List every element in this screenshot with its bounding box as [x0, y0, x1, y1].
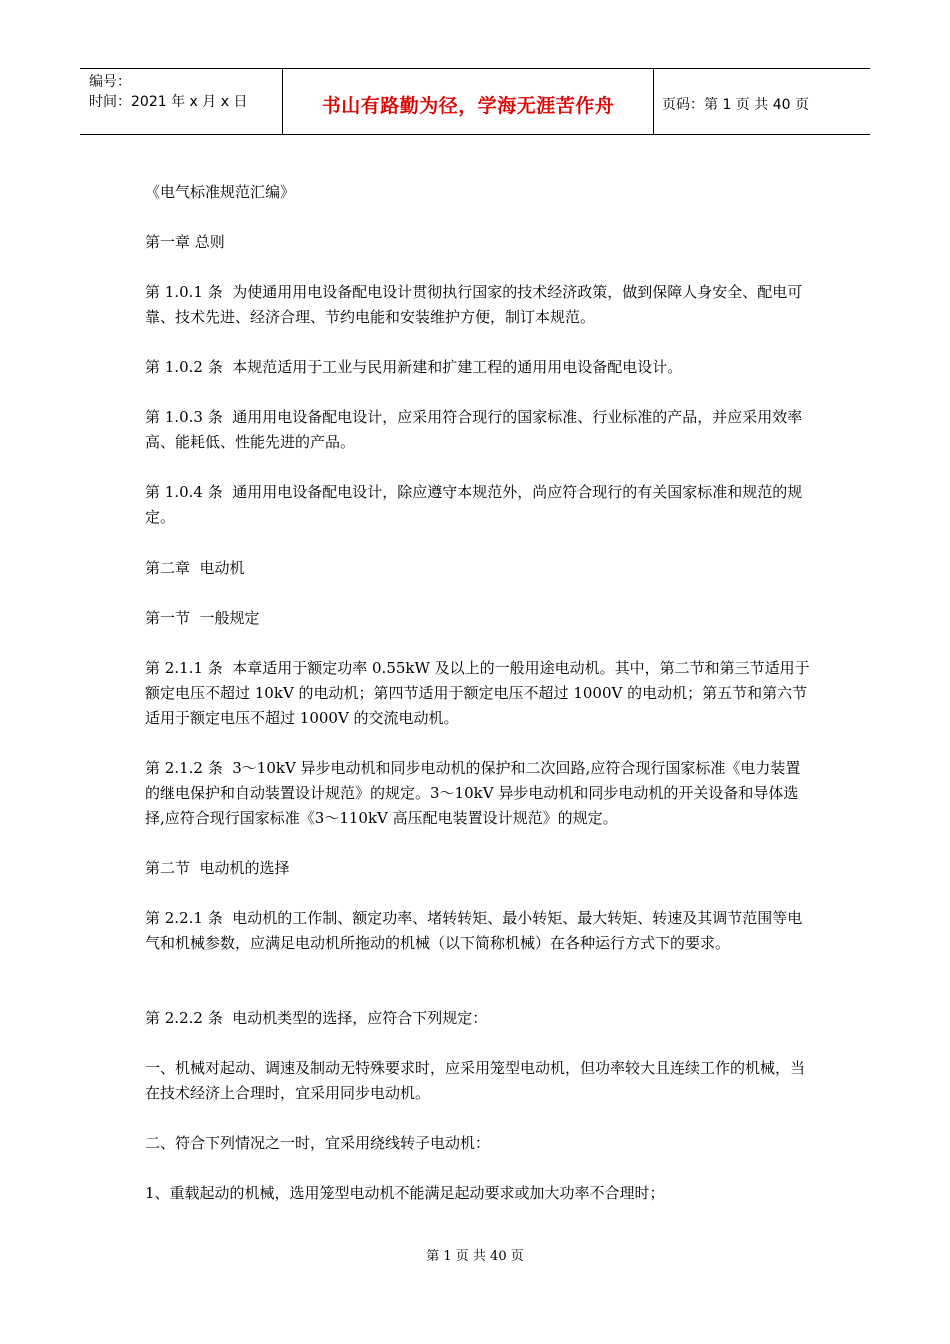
chapter-heading: 第一章 总则 — [145, 233, 225, 251]
page-header — [80, 68, 870, 135]
clause-paragraph: 第 2.1.1 条 本章适用于额定功率 0.55kW 及以上的一般用途电动机。其中，第二节和第三节适用于额定电压不超过 10kV 的电动机；第四节适用于额定电压不超过 1000V 的电动机；第五节和第六节适用于额定电压不超过 1000V 的交流电动机。 — [145, 659, 810, 727]
chapter-heading: 第二章 电动机 — [145, 559, 245, 577]
footer-page-number: 第 1 页 共 40 页 — [426, 1249, 524, 1264]
header-motto-cell — [282, 69, 654, 134]
header-meta — [80, 69, 282, 134]
header-page-info: 页码：第 1 页 共 40 页 — [662, 96, 809, 113]
clause-paragraph: 第 2.1.2 条 3～10kV 异步电动机和同步电动机的保护和二次回路,应符合现行国家标准《电力装置的继电保护和自动装置设计规范》的规定。3～10kV 异步电动机和同步电动机的开关设备和导体选择,应符合现行国家标准《3～110kV 高压配电装置设计规范》的规定。 — [145, 759, 801, 827]
clause-paragraph: 第 1.0.2 条 本规范适用于工业与民用新建和扩建工程的通用用电设备配电设计。 — [145, 358, 683, 376]
page-footer — [0, 1245, 950, 1264]
list-paragraph: 二、符合下列情况之一时，宜采用绕线转子电动机： — [145, 1134, 491, 1152]
clause-paragraph: 第 2.2.2 条 电动机类型的选择，应符合下列规定： — [145, 1009, 488, 1027]
header-page-info-cell — [654, 69, 870, 134]
header-motto: 书山有路勤为径，学海无涯苦作舟 — [321, 95, 615, 117]
clause-paragraph: 第 1.0.4 条 通用用电设备配电设计，除应遵守本规范外，尚应符合现行的有关国家标准和规范的规定。 — [145, 483, 803, 526]
section-heading: 第一节 一般规定 — [145, 609, 260, 627]
document-date: 时间：2021 年 x 月 x 日 — [89, 94, 248, 110]
list-paragraph: 一、机械对起动、调速及制动无特殊要求时，应采用笼型电动机，但功率较大且连续工作的机械，当在技术经济上合理时，宜采用同步电动机。 — [145, 1059, 806, 1102]
clause-paragraph: 第 2.2.1 条 电动机的工作制、额定功率、堵转转矩、最小转矩、最大转矩、转速及其调节范围等电气和机械参数，应满足电动机所拖动的机械（以下简称机械）在各种运行方式下的要求。 — [145, 909, 803, 952]
document-title: 《电气标准规范汇编》 — [145, 183, 296, 201]
list-paragraph: 1、重载起动的机械，选用笼型电动机不能满足起动要求或加大功率不合理时； — [145, 1184, 665, 1202]
document-number-label: 编号： — [89, 74, 131, 90]
clause-paragraph: 第 1.0.1 条 为使通用用电设备配电设计贯彻执行国家的技术经济政策，做到保障人身安全、配电可靠、技术先进、经济合理、节约电能和安装维护方便，制订本规范。 — [145, 283, 803, 326]
clause-paragraph: 第 1.0.3 条 通用用电设备配电设计，应采用符合现行的国家标准、行业标准的产品，并应采用效率高、能耗低、性能先进的产品。 — [145, 408, 803, 451]
section-heading: 第二节 电动机的选择 — [145, 859, 290, 877]
